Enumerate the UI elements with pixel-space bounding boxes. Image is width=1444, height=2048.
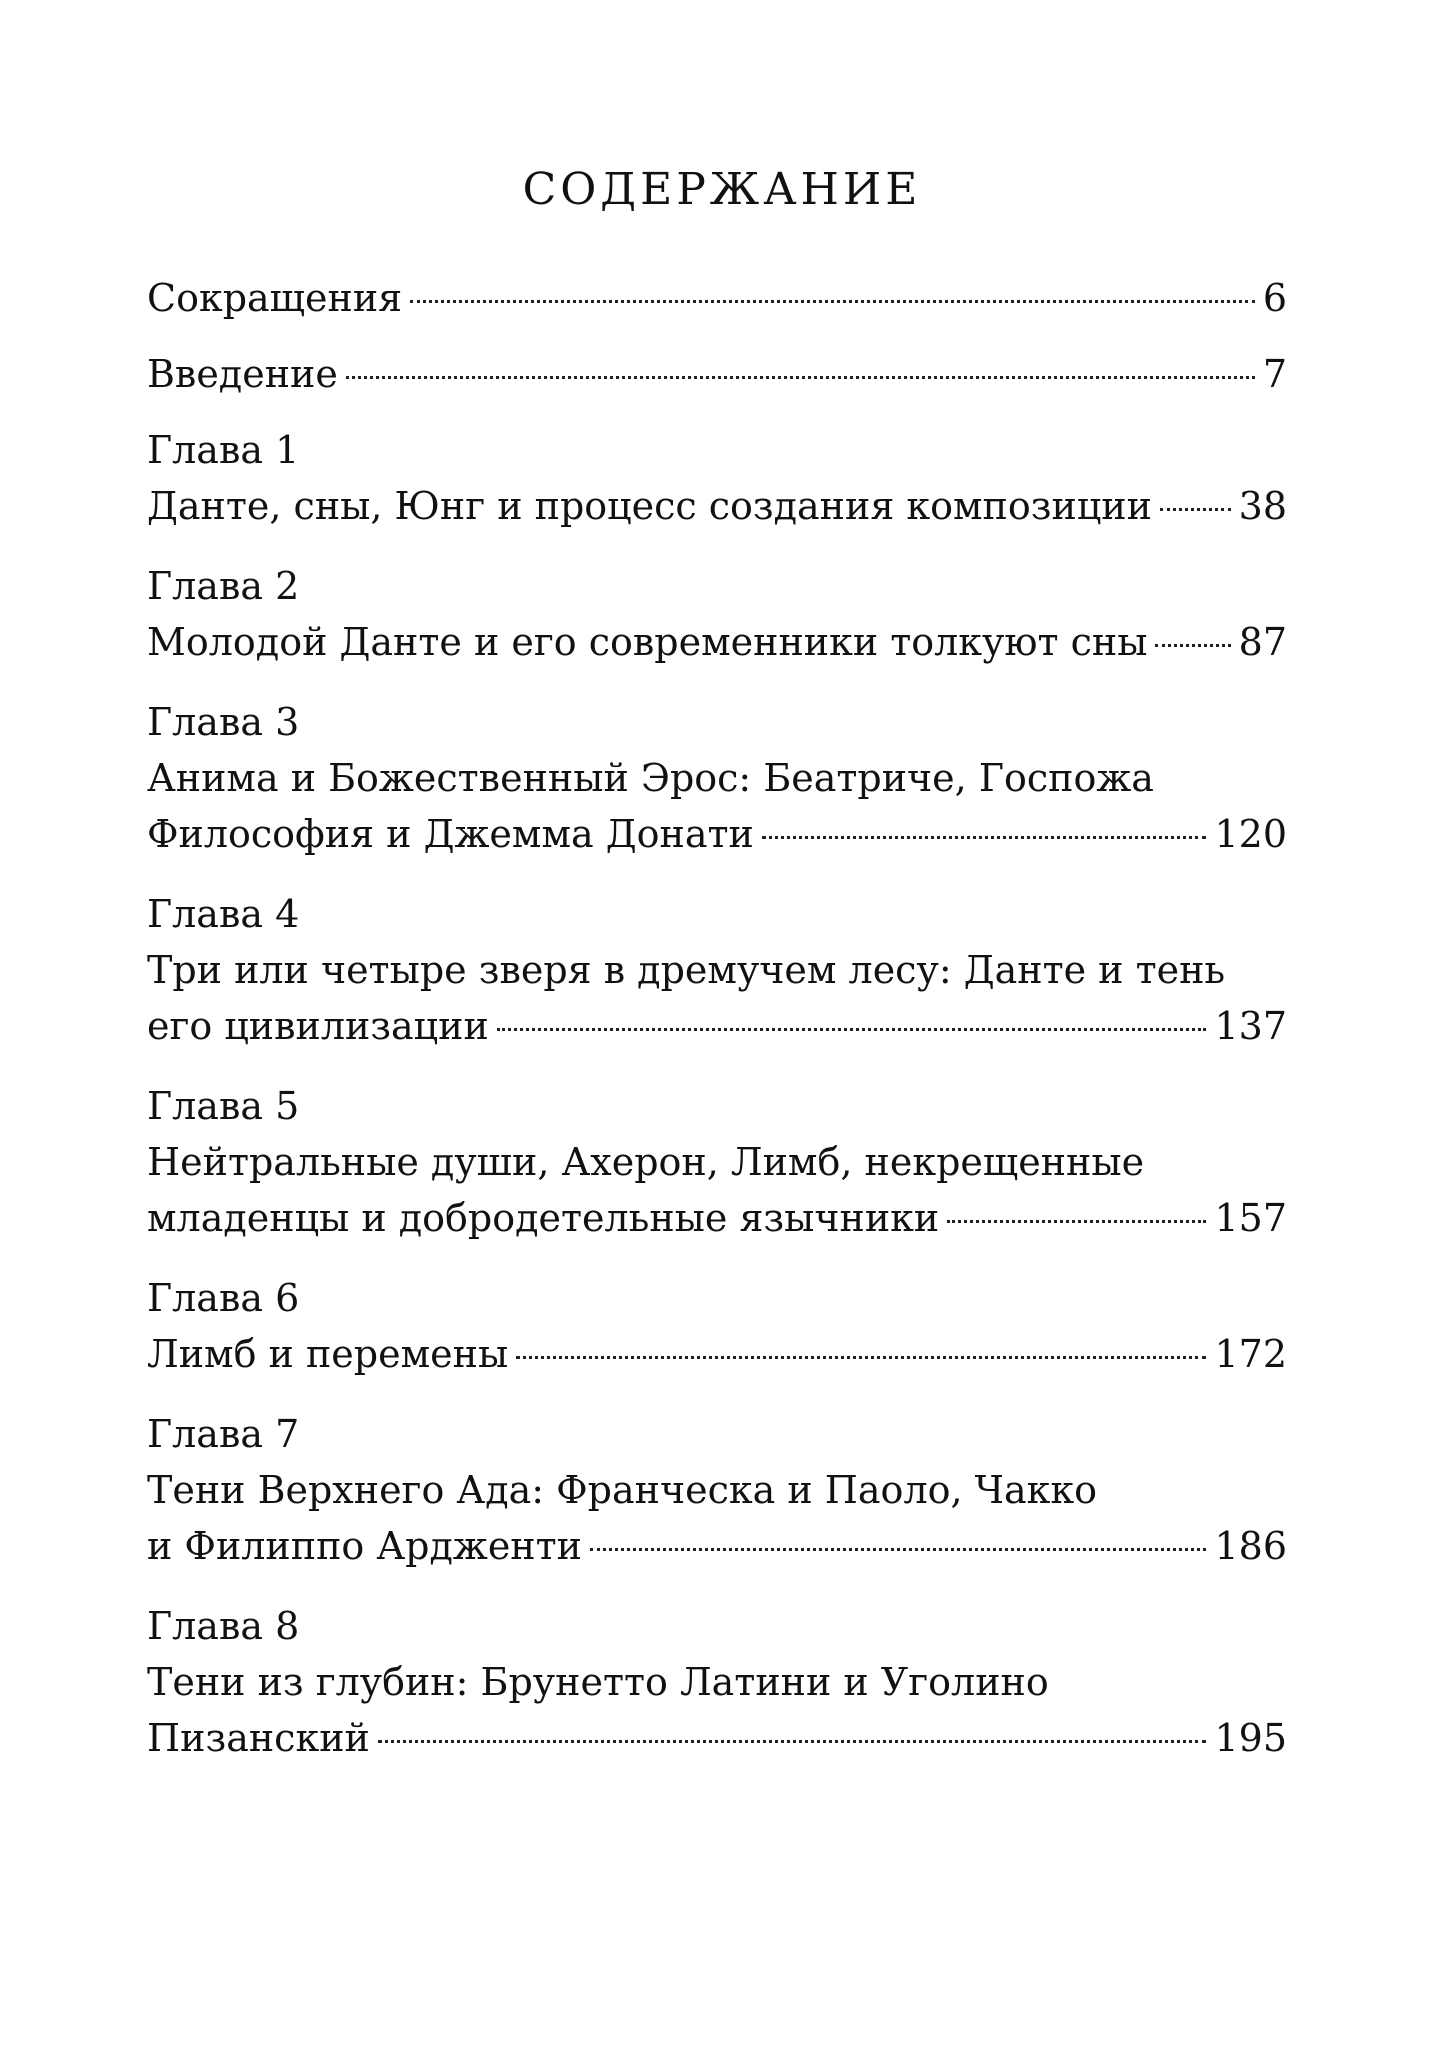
toc-entry[interactable] (147, 558, 1287, 670)
page-number: 6 (1262, 276, 1287, 320)
page-number: 172 (1214, 1332, 1287, 1376)
page-title: СОДЕРЖАНИЕ (522, 164, 922, 215)
entry-title: его цивилизации (147, 1004, 489, 1048)
entry-title: Введение (147, 352, 338, 396)
toc-entry[interactable] (147, 1078, 1287, 1246)
chapter-label: Глава 3 (147, 700, 300, 744)
entry-title-row (147, 806, 1287, 862)
toc-entry[interactable] (147, 1406, 1287, 1574)
dot-leader (516, 1356, 1206, 1359)
entry-title: Данте, сны, Юнг и процесс создания композиции (147, 484, 1152, 528)
page-number: 137 (1214, 1004, 1287, 1048)
entry-title-row (147, 1326, 1287, 1382)
chapter-label: Глава 6 (147, 1276, 300, 1320)
entry-title: Сокращения (147, 276, 403, 320)
dot-leader (1155, 644, 1230, 647)
page-number: 87 (1238, 620, 1287, 664)
toc-entry[interactable] (147, 1270, 1287, 1382)
dot-leader (410, 300, 1255, 303)
entry-title-line: Три или четыре зверя в дремучем лесу: Данте и тень (147, 948, 1226, 992)
entry-title-row (147, 614, 1287, 670)
entry-title-line: Тени Верхнего Ада: Франческа и Паоло, Чакко (147, 1468, 1098, 1512)
page-number: 120 (1214, 812, 1287, 856)
toc-entry[interactable] (147, 270, 1287, 326)
page-number: 38 (1238, 484, 1287, 528)
chapter-label: Глава 8 (147, 1604, 300, 1648)
chapter-label: Глава 4 (147, 892, 300, 936)
entry-title: Философия и Джемма Донати (147, 812, 754, 856)
entry-title-row (147, 346, 1287, 402)
entry-title-line: Анима и Божественный Эрос: Беатриче, Госпожа (147, 756, 1154, 800)
entry-title-line: Тени из глубин: Брунетто Латини и Уголино (147, 1660, 1049, 1704)
toc-entry[interactable] (147, 886, 1287, 1054)
dot-leader (947, 1220, 1206, 1223)
dot-leader (762, 836, 1207, 839)
dot-leader (1160, 508, 1231, 511)
dot-leader (497, 1028, 1207, 1031)
entry-title-row (147, 998, 1287, 1054)
chapter-label: Глава 7 (147, 1412, 300, 1456)
chapter-label: Глава 1 (147, 428, 300, 472)
entry-title-row (147, 1190, 1287, 1246)
entry-title: Молодой Данте и его современники толкуют сны (147, 620, 1148, 664)
toc-entry[interactable] (147, 422, 1287, 534)
page-number: 186 (1214, 1524, 1287, 1568)
toc-entry[interactable] (147, 694, 1287, 862)
entry-title-row (147, 1710, 1287, 1766)
toc-entry[interactable] (147, 346, 1287, 402)
entry-title-row (147, 270, 1287, 326)
table-of-contents (147, 270, 1287, 1790)
toc-entry[interactable] (147, 1598, 1287, 1766)
dot-leader (378, 1740, 1207, 1743)
chapter-label: Глава 2 (147, 564, 300, 608)
entry-title-line: Нейтральные души, Ахерон, Лимб, некрещенные (147, 1140, 1145, 1184)
page-number: 195 (1214, 1716, 1287, 1760)
entry-title-row (147, 1518, 1287, 1574)
page-number: 157 (1214, 1196, 1287, 1240)
entry-title-row (147, 478, 1287, 534)
dot-leader (346, 376, 1255, 379)
dot-leader (590, 1548, 1206, 1551)
page-number: 7 (1262, 352, 1287, 396)
entry-title: Пизанский (147, 1716, 370, 1760)
chapter-label: Глава 5 (147, 1084, 300, 1128)
entry-title: Лимб и перемены (147, 1332, 509, 1376)
entry-title: и Филиппо Ардженти (147, 1524, 582, 1568)
entry-title: младенцы и добродетельные язычники (147, 1196, 940, 1240)
